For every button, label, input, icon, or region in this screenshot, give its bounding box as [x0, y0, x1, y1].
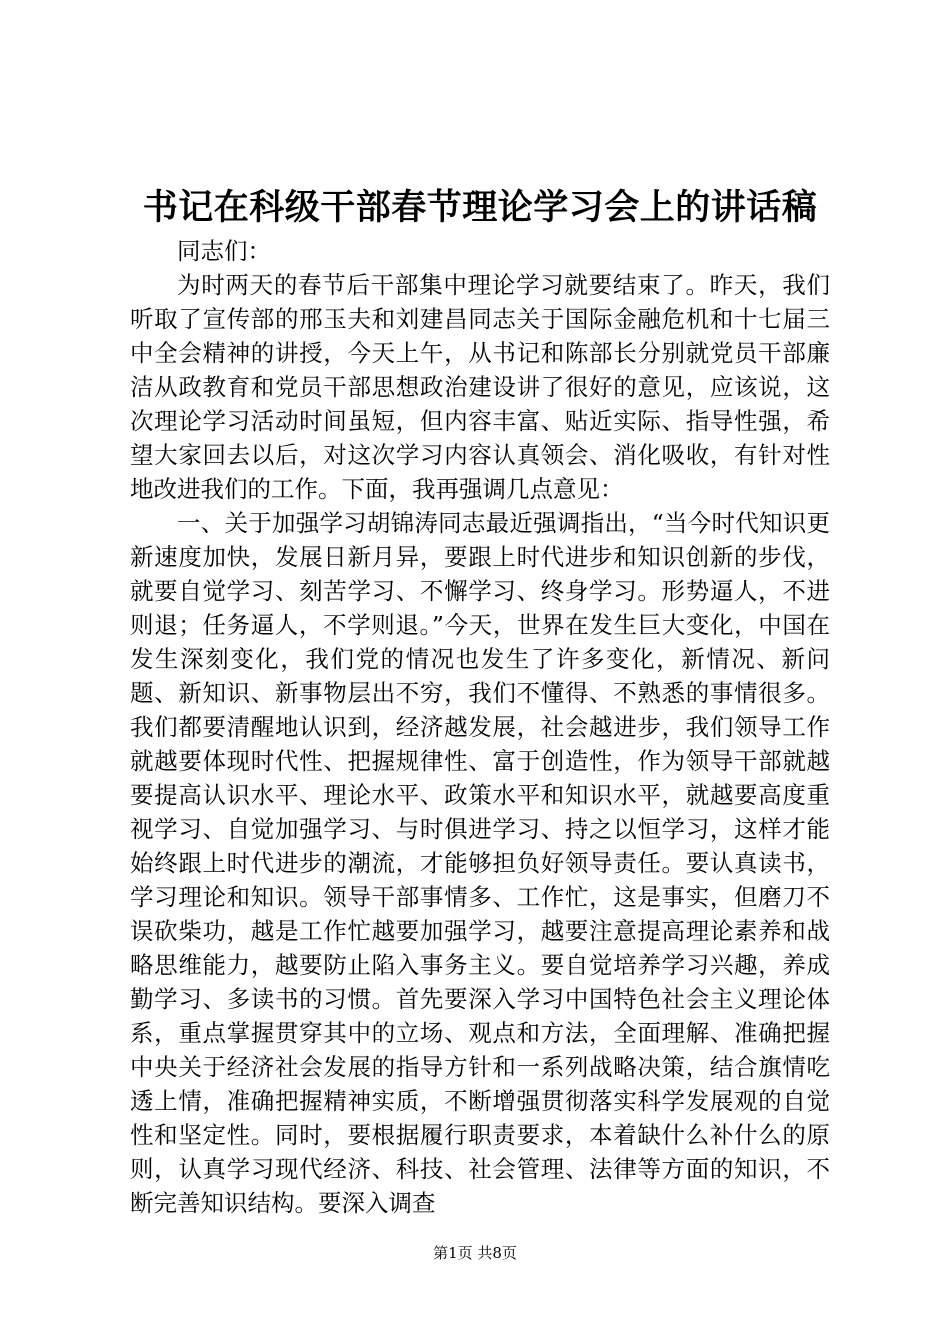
body-paragraph-1: 为时两天的春节后干部集中理论学习就要结束了。昨天，我们听取了宣传部的邢玉夫和刘建昌同志关于国际金融危机和十七届三中全会精神的讲授，今天上午，从书记和陈部长分别就党员干部廉洁从政教育和党员干部思想政治建设讲了很好的意见，应该说，这次理论学习活动时间虽短，但内容丰富、贴近实际、指导性强，希望大家回去以后，对这次学习内容认真领会、消化吸收，有针对性地改进我们的工作。下面，我再强调几点意见：: [130, 271, 830, 503]
body-paragraph-2: 一、关于加强学习胡锦涛同志最近强调指出，“当今时代知识更新速度加快，发展日新月异，要跟上时代进步和知识创新的步伐，就要自觉学习、刻苦学习、不懈学习、终身学习。形势逼人，不进则退；任务逼人，不学则退。”今天，世界在发生巨大变化，中国在发生深刻变化，我们党的情况也发生了许多变化，新情况、新问题、新知识、新事物层出不穷，我们不懂得、不熟悉的事情很多。我们都要清醒地认识到，经济越发展，社会越进步，我们领导工作就越要体现时代性、把握规律性、富于创造性，作为领导干部就越要提高认识水平、理论水平、政策水平和知识水平，就越要高度重视学习、自觉加强学习、与时俱进学习、持之以恒学习，这样才能始终跟上时代进步的潮流，才能够担负好领导责任。要认真读书，学习理论和知识。领导干部事情多、工作忙，这是事实，但磨刀不误砍柴功，越是工作忙越要加强学习，越要注意提高理论素养和战略思维能力，越要防止陷入事务主义。要自觉培养学习兴趣，养成勤学习、多读书的习惯。首先要深入学习中国特色社会主义理论体系，重点掌握贯穿其中的立场、观点和方法，全面理解、准确把握中央关于经济社会发展的指导方针和一系列战略决策，结合旗情吃透上情，准确把握精神实质，不断增强贯彻落实科学发展观的自觉性和坚定性。同时，要根据履行职责要求，本着缺什么补什么的原则，认真学习现代经济、科技、社会管理、法律等方面的知识，不断完善知识结构。要深入调查: [130, 509, 830, 1217]
document-page: [130, 182, 830, 1220]
document-title: 书记在科级干部春节理论学习会上的讲话稿: [142, 187, 818, 228]
greeting-line: 同志们：: [177, 237, 271, 265]
page-number-footer: 第1页 共8页: [433, 1244, 517, 1262]
